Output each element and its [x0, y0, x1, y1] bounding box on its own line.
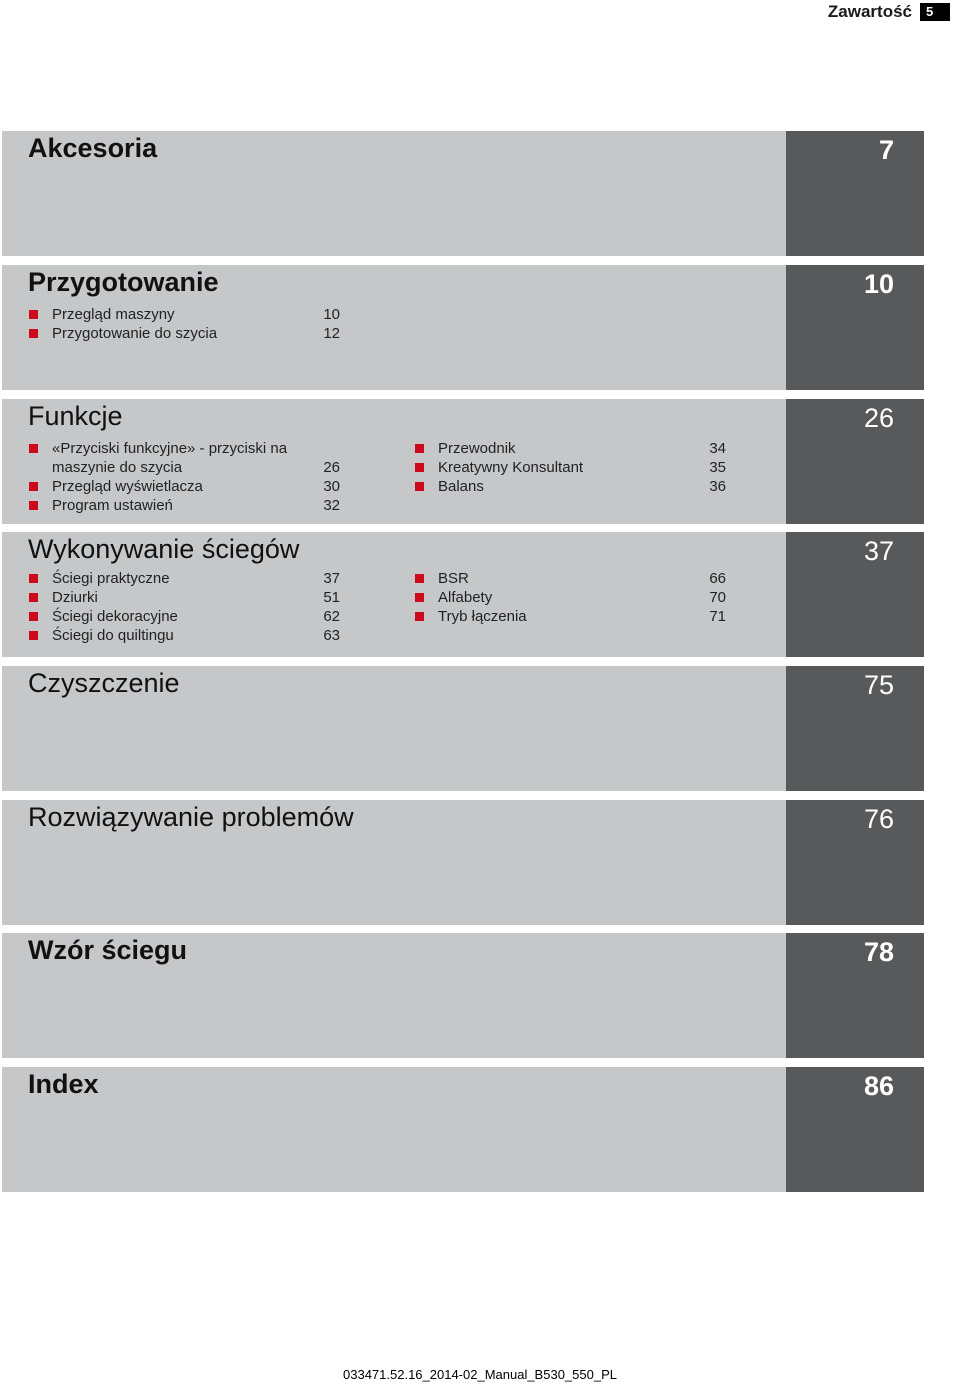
toc-item-label: Ściegi dekoracyjne: [52, 608, 178, 625]
toc-item-label: Dziurki: [52, 589, 98, 606]
header-title: Zawartość: [827, 2, 912, 21]
section-page-tab: [786, 399, 924, 524]
toc-item-label: Kreatywny Konsultant: [438, 459, 584, 476]
toc-item-label: BSR: [438, 570, 469, 587]
toc-item-label: Ściegi do quiltingu: [52, 627, 174, 644]
square-bullet-icon: [29, 482, 38, 491]
toc-item-page: 37: [323, 570, 340, 587]
section-title: Czyszczenie: [28, 668, 180, 698]
section-title: Akcesoria: [28, 133, 158, 163]
section-title: Wzór ściegu: [28, 935, 188, 965]
section-rozwiazywanie-problemow[interactable]: [2, 800, 924, 925]
toc-item[interactable]: [414, 477, 726, 496]
toc-item[interactable]: [28, 477, 340, 496]
toc-item-continuation[interactable]: [28, 458, 340, 477]
section-wykonywanie-sciegow[interactable]: [2, 532, 924, 657]
toc-item-label: Tryb łączenia: [438, 608, 527, 625]
toc-item-page: 12: [323, 325, 340, 342]
toc-item-page: 10: [323, 306, 340, 323]
section-title: Rozwiązywanie problemów: [28, 802, 354, 832]
toc-item-label: maszynie do szycia: [52, 459, 183, 476]
section-page-tab: [786, 666, 924, 791]
section-title: Index: [28, 1069, 99, 1099]
toc-item[interactable]: [28, 569, 340, 588]
toc-item-page: 34: [709, 440, 726, 457]
toc-item-page: 70: [709, 589, 726, 606]
section-page-tab: [786, 800, 924, 925]
square-bullet-icon: [29, 593, 38, 602]
toc-list: [28, 569, 340, 645]
toc-item[interactable]: [414, 569, 726, 588]
toc-list: [414, 569, 726, 626]
page-header: [828, 0, 950, 24]
toc-list: [28, 439, 340, 515]
section-page-tab: [786, 933, 924, 1058]
square-bullet-icon: [415, 574, 424, 583]
toc-item-label: Program ustawień: [52, 497, 173, 514]
section-wzor-sciegu[interactable]: [2, 933, 924, 1058]
toc-item[interactable]: [414, 458, 726, 477]
toc-item[interactable]: [414, 607, 726, 626]
section-page-number: 7: [878, 135, 894, 165]
section-akcesoria[interactable]: [2, 131, 924, 256]
section-page-tab: [786, 131, 924, 256]
toc-item-label: Przegląd wyświetlacza: [52, 478, 203, 495]
document-footer: 033471.52.16_2014-02_Manual_B530_550_PL: [343, 1367, 617, 1382]
section-page-number: 76: [863, 804, 894, 834]
square-bullet-icon: [415, 463, 424, 472]
section-page-number: 37: [863, 536, 894, 566]
toc-item[interactable]: [414, 439, 726, 458]
toc-item-page: 26: [323, 459, 340, 476]
section-funkcje[interactable]: [2, 399, 924, 524]
square-bullet-icon: [29, 329, 38, 338]
section-page-number: 10: [863, 269, 894, 299]
section-page-number: 26: [863, 403, 894, 433]
toc-item[interactable]: [28, 305, 340, 324]
toc-item-page: 36: [709, 478, 726, 495]
toc-item-label: «Przyciski funkcyjne» - przyciski na: [52, 440, 288, 457]
square-bullet-icon: [29, 574, 38, 583]
page-number-badge: 5: [920, 3, 950, 21]
section-page-number: 78: [863, 937, 894, 967]
section-page-tab: [786, 532, 924, 657]
toc-item-page: 71: [709, 608, 726, 625]
toc-item-label: Alfabety: [438, 589, 493, 606]
square-bullet-icon: [29, 631, 38, 640]
toc-item-page: 62: [323, 608, 340, 625]
toc-item-page: 63: [323, 627, 340, 644]
square-bullet-icon: [415, 593, 424, 602]
toc-list: [28, 305, 340, 343]
square-bullet-icon: [29, 612, 38, 621]
square-bullet-icon: [29, 310, 38, 319]
toc-item-page: 66: [709, 570, 726, 587]
toc-list: [414, 439, 726, 496]
section-index[interactable]: [2, 1067, 924, 1192]
square-bullet-icon: [415, 482, 424, 491]
toc-item-page: 30: [323, 478, 340, 495]
section-title: Wykonywanie ściegów: [28, 534, 300, 564]
toc-item-label: Balans: [438, 478, 484, 495]
section-page-number: 86: [863, 1071, 894, 1101]
toc-item[interactable]: [28, 439, 340, 458]
toc-item[interactable]: [28, 626, 340, 645]
square-bullet-icon: [29, 501, 38, 510]
toc-item-page: 32: [323, 497, 340, 514]
toc-item[interactable]: [414, 588, 726, 607]
toc-item[interactable]: [28, 588, 340, 607]
toc-item-label: Przewodnik: [438, 440, 516, 457]
section-page-tab: [786, 1067, 924, 1192]
toc-item-label: Przegląd maszyny: [52, 306, 175, 323]
toc-item[interactable]: [28, 607, 340, 626]
square-bullet-icon: [415, 612, 424, 621]
square-bullet-icon: [415, 444, 424, 453]
toc-item-label: Przygotowanie do szycia: [52, 325, 218, 342]
toc-item[interactable]: [28, 324, 340, 343]
toc-item-page: 35: [709, 459, 726, 476]
section-title: Funkcje: [28, 401, 123, 431]
section-title: Przygotowanie: [28, 267, 219, 297]
toc-item[interactable]: [28, 496, 340, 515]
section-przygotowanie[interactable]: [2, 265, 924, 390]
section-page-number: 75: [863, 670, 894, 700]
toc-item-page: 51: [323, 589, 340, 606]
section-page-tab: [786, 265, 924, 390]
section-czyszczenie[interactable]: [2, 666, 924, 791]
toc-item-label: Ściegi praktyczne: [52, 570, 170, 587]
square-bullet-icon: [29, 444, 38, 453]
